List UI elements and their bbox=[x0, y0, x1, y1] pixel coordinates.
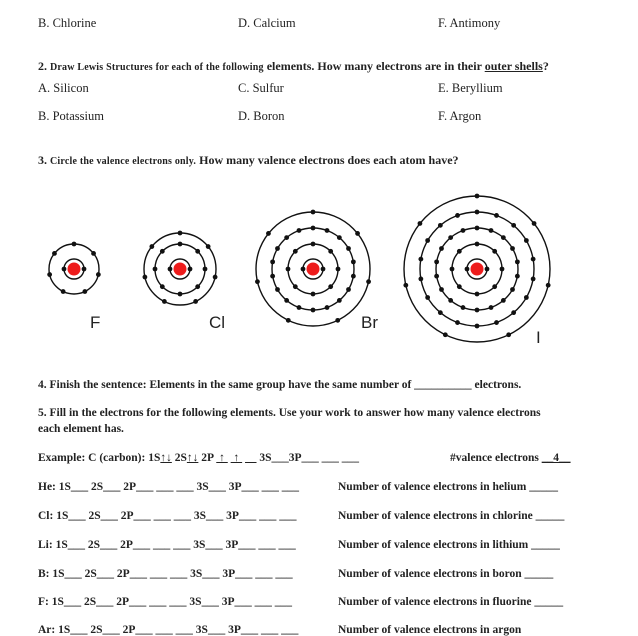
option-potassium: B. Potassium bbox=[38, 109, 104, 123]
electron-i-4 bbox=[438, 310, 443, 315]
q3-prefix: Circle the valence electrons only. bbox=[50, 156, 197, 167]
electron-br-3 bbox=[275, 287, 280, 292]
option-beryllium: E. Beryllium bbox=[438, 81, 503, 95]
electron-i-2 bbox=[450, 267, 455, 272]
electron-br-3 bbox=[275, 246, 280, 251]
electron-i-1 bbox=[465, 267, 470, 272]
electron-i-4 bbox=[524, 238, 529, 243]
electron-i-1 bbox=[485, 267, 490, 272]
electron-f-2 bbox=[72, 242, 77, 247]
example-valence bbox=[450, 452, 571, 464]
orbital-2p-2: ↑ bbox=[230, 452, 243, 464]
electron-f-2 bbox=[47, 272, 52, 277]
electron-br-4 bbox=[366, 279, 371, 284]
electron-br-3 bbox=[297, 305, 302, 310]
nucleus-f bbox=[68, 263, 81, 276]
electron-i-4 bbox=[531, 277, 536, 282]
electron-i-3 bbox=[439, 287, 444, 292]
electron-br-3 bbox=[270, 259, 275, 264]
electron-cl-3 bbox=[149, 244, 154, 249]
option-argon: F. Argon bbox=[438, 109, 482, 123]
orbital-1s: ↑↓ bbox=[160, 452, 172, 464]
electron-br-3 bbox=[346, 246, 351, 251]
electron-i-3 bbox=[489, 228, 494, 233]
electron-i-3 bbox=[448, 235, 453, 240]
option-calcium: D. Calcium bbox=[238, 16, 296, 30]
electron-i-2 bbox=[500, 267, 505, 272]
electron-i-4 bbox=[438, 223, 443, 228]
electron-br-3 bbox=[311, 226, 316, 231]
config-row-boron: B: 1S___ 2S___ 2P___ ___ ___ 3S___ 3P___ ___ ___ bbox=[38, 568, 293, 580]
example-row bbox=[38, 452, 359, 464]
q2-end: ? bbox=[542, 59, 549, 73]
nucleus-br bbox=[307, 263, 320, 276]
electron-i-4 bbox=[418, 277, 423, 282]
electron-br-2 bbox=[328, 284, 333, 289]
electron-cl-3 bbox=[193, 299, 198, 304]
q2-number: 2. bbox=[38, 59, 47, 73]
config-row-fluorine: F: 1S___ 2S___ 2P___ ___ ___ 3S___ 3P___ ___ ___ bbox=[38, 596, 292, 608]
electron-br-3 bbox=[311, 308, 316, 313]
electron-i-4 bbox=[494, 320, 499, 325]
electron-i-4 bbox=[418, 257, 423, 262]
electron-i-3 bbox=[461, 228, 466, 233]
electron-br-3 bbox=[351, 274, 356, 279]
orbital-2s: ↑↓ bbox=[186, 452, 199, 464]
electron-i-4 bbox=[494, 213, 499, 218]
electron-br-2 bbox=[293, 249, 298, 254]
electron-br-3 bbox=[284, 298, 289, 303]
q3-rest: How many valence electrons does each atom have? bbox=[199, 153, 459, 167]
orbital-2p-3 bbox=[245, 452, 257, 464]
electron-cl-3 bbox=[162, 299, 167, 304]
electron-f-2 bbox=[52, 251, 57, 256]
atom-label-i: I bbox=[536, 328, 541, 347]
electron-i-2 bbox=[492, 249, 497, 254]
electron-f-1 bbox=[62, 267, 67, 272]
option-silicon: A. Silicon bbox=[38, 81, 89, 95]
electron-i-4 bbox=[455, 320, 460, 325]
electron-cl-2 bbox=[160, 284, 165, 289]
electron-br-4 bbox=[335, 318, 340, 323]
electron-i-3 bbox=[489, 305, 494, 310]
example-label: Example: C (carbon): 1S bbox=[38, 452, 161, 464]
valence-question-lithium: Number of valence electrons in lithium _____ bbox=[338, 539, 560, 551]
config-row-lithium: Li: 1S___ 2S___ 2P___ ___ ___ 3S___ 3P___ ___ ___ bbox=[38, 539, 296, 551]
electron-br-3 bbox=[337, 235, 342, 240]
electron-br-4 bbox=[255, 279, 260, 284]
example-valence-label: #valence electrons bbox=[450, 452, 542, 464]
electron-i-2 bbox=[475, 242, 480, 247]
electron-f-1 bbox=[82, 267, 87, 272]
config-row-argon: Ar: 1S___ 2S___ 2P___ ___ ___ 3S___ 3P___ ___ ___ bbox=[38, 624, 299, 636]
q2-underlined: outer shells bbox=[484, 59, 543, 73]
electron-br-1 bbox=[301, 267, 306, 272]
option-chlorine: B. Chlorine bbox=[38, 16, 97, 30]
electron-i-5 bbox=[532, 221, 537, 226]
electron-cl-3 bbox=[143, 275, 148, 280]
electron-i-3 bbox=[501, 235, 506, 240]
electron-cl-1 bbox=[188, 267, 193, 272]
electron-i-3 bbox=[448, 298, 453, 303]
electron-i-5 bbox=[418, 221, 423, 226]
electron-i-5 bbox=[506, 332, 511, 337]
example-2s-label: 2S bbox=[174, 452, 187, 464]
valence-question-fluorine: Number of valence electrons in fluorine _____ bbox=[338, 596, 564, 608]
electron-br-2 bbox=[293, 284, 298, 289]
electron-br-2 bbox=[286, 267, 291, 272]
electron-i-4 bbox=[531, 257, 536, 262]
config-row-chlorine: Cl: 1S___ 2S___ 2P___ ___ ___ 3S___ 3P___ ___ ___ bbox=[38, 510, 297, 522]
electron-cl-2 bbox=[195, 249, 200, 254]
q2-rest: elements. How many electrons are in their bbox=[266, 59, 482, 73]
electron-i-5 bbox=[546, 283, 551, 288]
electron-i-4 bbox=[511, 310, 516, 315]
nucleus-cl bbox=[174, 263, 187, 276]
electron-cl-2 bbox=[160, 249, 165, 254]
electron-i-3 bbox=[510, 287, 515, 292]
option-sulfur: C. Sulfur bbox=[238, 81, 284, 95]
electron-cl-2 bbox=[203, 267, 208, 272]
electron-br-4 bbox=[311, 210, 316, 215]
example-3s-3p: 3S___3P___ ___ ___ bbox=[259, 452, 360, 464]
electron-cl-2 bbox=[195, 284, 200, 289]
electron-br-4 bbox=[286, 318, 291, 323]
electron-i-4 bbox=[455, 213, 460, 218]
electron-br-3 bbox=[325, 305, 330, 310]
option-boron: D. Boron bbox=[238, 109, 285, 123]
electron-cl-3 bbox=[178, 231, 183, 236]
electron-br-3 bbox=[346, 287, 351, 292]
electron-br-2 bbox=[311, 292, 316, 297]
electron-i-5 bbox=[475, 194, 480, 199]
electron-i-3 bbox=[434, 259, 439, 264]
electron-i-5 bbox=[403, 283, 408, 288]
example-2p-label: 2P bbox=[201, 452, 214, 464]
electron-br-3 bbox=[337, 298, 342, 303]
electron-cl-2 bbox=[178, 242, 183, 247]
electron-cl-1 bbox=[168, 267, 173, 272]
electron-i-2 bbox=[457, 284, 462, 289]
atom-label-cl: Cl bbox=[209, 313, 226, 332]
electron-cl-2 bbox=[178, 292, 183, 297]
electron-f-2 bbox=[82, 289, 87, 294]
electron-i-4 bbox=[475, 210, 480, 215]
electron-i-3 bbox=[510, 246, 515, 251]
electron-i-4 bbox=[425, 295, 430, 300]
question-5-line2: each element has. bbox=[38, 423, 124, 435]
valence-question-chlorine: Number of valence electrons in chlorine _____ bbox=[338, 510, 565, 522]
electron-i-2 bbox=[475, 292, 480, 297]
valence-question-boron: Number of valence electrons in boron _____ bbox=[338, 568, 554, 580]
electron-br-2 bbox=[328, 249, 333, 254]
nucleus-i bbox=[471, 263, 484, 276]
electron-cl-3 bbox=[206, 244, 211, 249]
electron-i-3 bbox=[439, 246, 444, 251]
electron-i-3 bbox=[434, 274, 439, 279]
electron-br-3 bbox=[270, 274, 275, 279]
electron-br-2 bbox=[311, 242, 316, 247]
electron-i-5 bbox=[443, 332, 448, 337]
electron-br-3 bbox=[297, 228, 302, 233]
electron-i-4 bbox=[524, 295, 529, 300]
electron-f-2 bbox=[91, 251, 96, 256]
example-valence-answer: __4__ bbox=[541, 452, 571, 464]
electron-i-3 bbox=[515, 259, 520, 264]
electron-br-4 bbox=[266, 231, 271, 236]
electron-i-4 bbox=[425, 238, 430, 243]
electron-cl-2 bbox=[153, 267, 158, 272]
electron-br-3 bbox=[351, 259, 356, 264]
electron-i-2 bbox=[492, 284, 497, 289]
electron-br-4 bbox=[355, 231, 360, 236]
electron-i-3 bbox=[461, 305, 466, 310]
electron-i-2 bbox=[457, 249, 462, 254]
electron-br-2 bbox=[336, 267, 341, 272]
valence-question-helium: Number of valence electrons in helium _____ bbox=[338, 481, 558, 493]
q3-number: 3. bbox=[38, 153, 47, 167]
electron-br-3 bbox=[284, 235, 289, 240]
option-antimony: F. Antimony bbox=[438, 16, 501, 30]
question-4: 4. Finish the sentence: Elements in the same group have the same number of __________ electrons. bbox=[38, 379, 522, 391]
electron-i-3 bbox=[475, 226, 480, 231]
electron-br-1 bbox=[321, 267, 326, 272]
electron-f-2 bbox=[96, 272, 101, 277]
atom-label-br: Br bbox=[361, 313, 378, 332]
valence-question-argon: Number of valence electrons in argon bbox=[338, 624, 522, 636]
electron-i-3 bbox=[515, 274, 520, 279]
electron-cl-3 bbox=[213, 275, 218, 280]
electron-br-3 bbox=[325, 228, 330, 233]
question-5-line1: 5. Fill in the electrons for the following elements. Use your work to answer how many valence electrons bbox=[38, 407, 541, 419]
q2-prefix: Draw Lewis Structures for each of the following bbox=[50, 62, 264, 73]
electron-f-2 bbox=[61, 289, 66, 294]
electron-i-3 bbox=[501, 298, 506, 303]
electron-i-4 bbox=[511, 223, 516, 228]
config-row-helium: He: 1S___ 2S___ 2P___ ___ ___ 3S___ 3P___ ___ ___ bbox=[38, 481, 299, 493]
electron-i-4 bbox=[475, 324, 480, 329]
electron-i-3 bbox=[475, 308, 480, 313]
atom-label-f: F bbox=[90, 313, 101, 332]
orbital-2p-1: ↑ bbox=[216, 452, 228, 464]
